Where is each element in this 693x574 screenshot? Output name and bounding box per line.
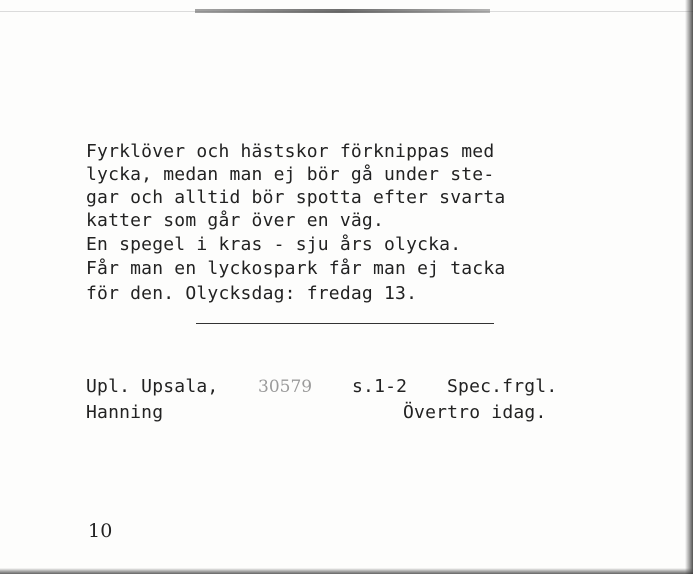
body-line-1: Fyrklöver och hästskor förknippas med: [86, 141, 495, 162]
category-label: Spec.frgl.: [447, 376, 558, 397]
card-top-shadow: [195, 9, 490, 13]
body-line-3: gar och alltid bör spotta efter svarta: [86, 187, 506, 208]
body-line-5: En spegel i kras - sju års olycka.: [86, 234, 462, 255]
archive-number-stamp: 30579: [258, 377, 313, 397]
body-line-2: lycka, medan man ej bör gå under ste-: [86, 164, 495, 185]
body-line-6: Får man en lyckospark får man ej tacka: [86, 258, 506, 279]
card-bottom-edge: [0, 568, 693, 574]
section-label: s.1-2: [352, 376, 408, 397]
body-line-4: katter som går över en väg.: [86, 210, 384, 231]
body-line-7: för den. Olycksdag: fredag 13.: [86, 283, 418, 304]
topic-label: Övertro idag.: [403, 402, 547, 423]
olycksdag-underline: [196, 323, 494, 324]
location-label: Upl. Upsala,: [86, 376, 219, 397]
page-number: 10: [88, 520, 113, 542]
card-right-edge: [685, 0, 693, 574]
place-label: Hanning: [86, 402, 164, 423]
